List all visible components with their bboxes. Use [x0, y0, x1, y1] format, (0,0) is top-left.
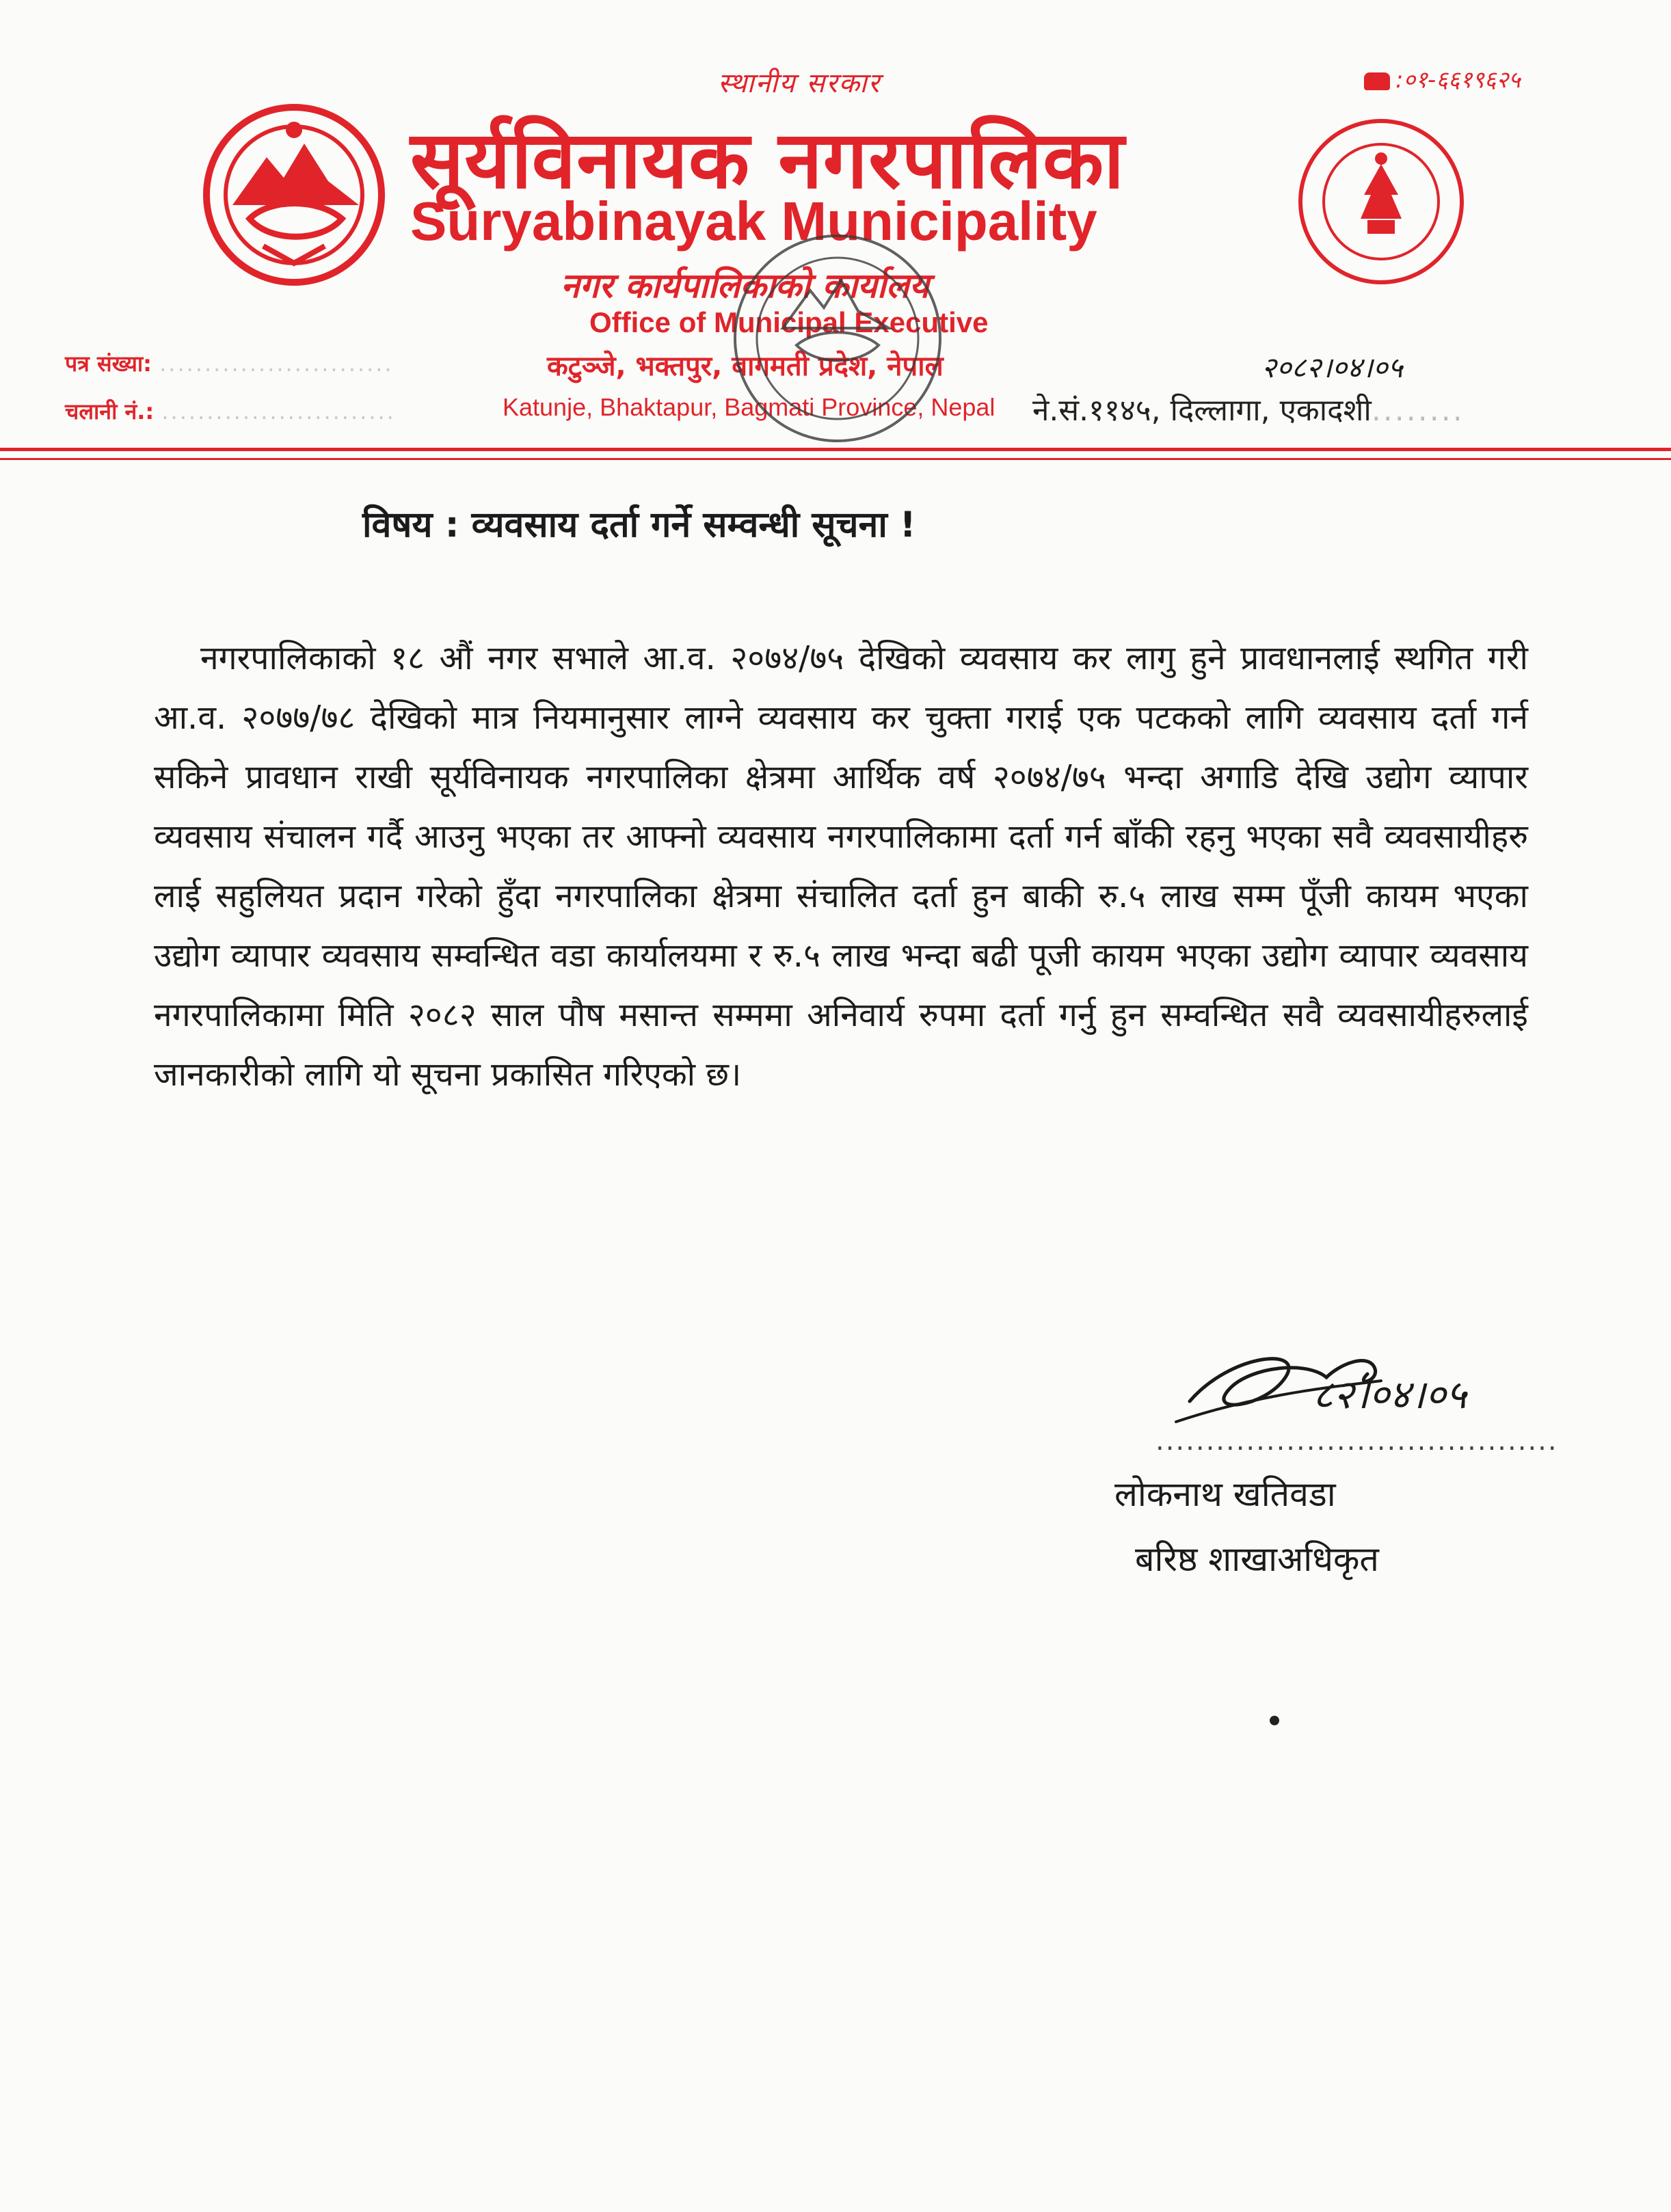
letter-number-label-text: पत्र संख्या: — [65, 351, 152, 377]
office-name-english: Office of Municipal Executive — [589, 306, 989, 338]
phone-number — [1364, 63, 1521, 94]
letterhead-divider-thick — [0, 448, 1671, 451]
notice-subject: विषय : व्यवसाय दर्ता गर्ने सम्वन्धी सूचना ! — [362, 504, 916, 545]
nepal-era-date: ने.सं.११४५, दिल्लागा, एकादशी........ — [1032, 393, 1465, 428]
municipality-seal-logo — [1296, 116, 1467, 287]
svg-text:८२।०४।०५: ८२।०४।०५ — [1313, 1371, 1467, 1418]
address-english: Katunje, Bhaktapur, Bagmati Province, Nepal — [503, 393, 995, 421]
signatory-designation: बरिष्ठ शाखाअधिकृत — [1135, 1539, 1379, 1579]
address-nepali: कटुञ्जे, भक्तपुर, बागमती प्रदेश, नेपाल — [547, 351, 944, 382]
telephone-icon — [1364, 72, 1390, 90]
notice-body: नगरपालिकाको १८ औं नगर सभाले आ.व. २०७४/७५ देखिको व्यवसाय कर लागु हुने प्रावधानलाई स्थगित गरी आ.व. २०७७/७८ देखिको मात्र नियमानुसार लाग्ने व्यवसाय कर चुक्ता गराई एक पटकको लागि व्यवसाय दर्ता गर्न सकिने प्रावधान राखी सूर्यविनायक नगरपालिका क्षेत्रमा आर्थिक वर्ष २०७४/७५ भन्दा अगाडि देखि उद्योग व्यापार व्यवसाय संचालन गर्दै आउनु भएका तर आफ्नो व्यवसाय नगरपालिकामा दर्ता गर्न बाँकी रहनु भएका सवै व्यवसायीहरु लाई सहुलियत प्रदान गरेको हुँदा नगरपालिका क्षेत्रमा संचालित दर्ता हुन बाकी रु.५ लाख सम्म पूँजी कायम भएका उद्योग व्यापार व्यवसाय सम्वन्धित वडा कार्यालयमा र रु.५ लाख भन्दा बढी पूजी कायम भएका उद्योग व्यापार व्यवसाय नगरपालिकामा मिति २०८२ साल पौष मसान्त सम्ममा अनिवार्य रुपमा दर्ता गर्नु हुन सम्वन्धित सवै व्यवसायीहरुलाई जानकारीको लागि यो सूचना प्रकासित गरिएको छ। — [154, 639, 1528, 1094]
ink-speck — [1270, 1716, 1279, 1725]
dispatch-number-label-text: चलानी नं.: — [65, 399, 155, 424]
dispatch-number-label: चलानी नं.: .......................... — [65, 399, 396, 424]
local-government-label: स्थानीय सरकार — [718, 68, 881, 99]
municipality-name-nepali: सूर्यविनायक नगरपालिका — [410, 114, 1125, 206]
signature-line: ........................................ — [1155, 1425, 1558, 1457]
office-name-nepali: नगर कार्यपालिकाको कार्यालय — [561, 266, 929, 306]
nepal-era-date-text: ने.सं.११४५, दिल्लागा, एकादशी — [1032, 393, 1372, 428]
phone-number-text: :०१-६६१९६२५ — [1395, 66, 1521, 94]
nepal-emblem-logo — [202, 103, 386, 287]
letterhead-divider-thin — [0, 458, 1671, 460]
signatory-name: लोकनाथ खतिवडा — [1114, 1474, 1336, 1514]
letter-date: २०८२।०४।०५ — [1261, 351, 1403, 384]
municipality-name-english: Suryabinayak Municipality — [410, 191, 1097, 252]
official-stamp — [721, 226, 954, 451]
letter-number-label: पत्र संख्या: .......................... — [65, 351, 394, 377]
